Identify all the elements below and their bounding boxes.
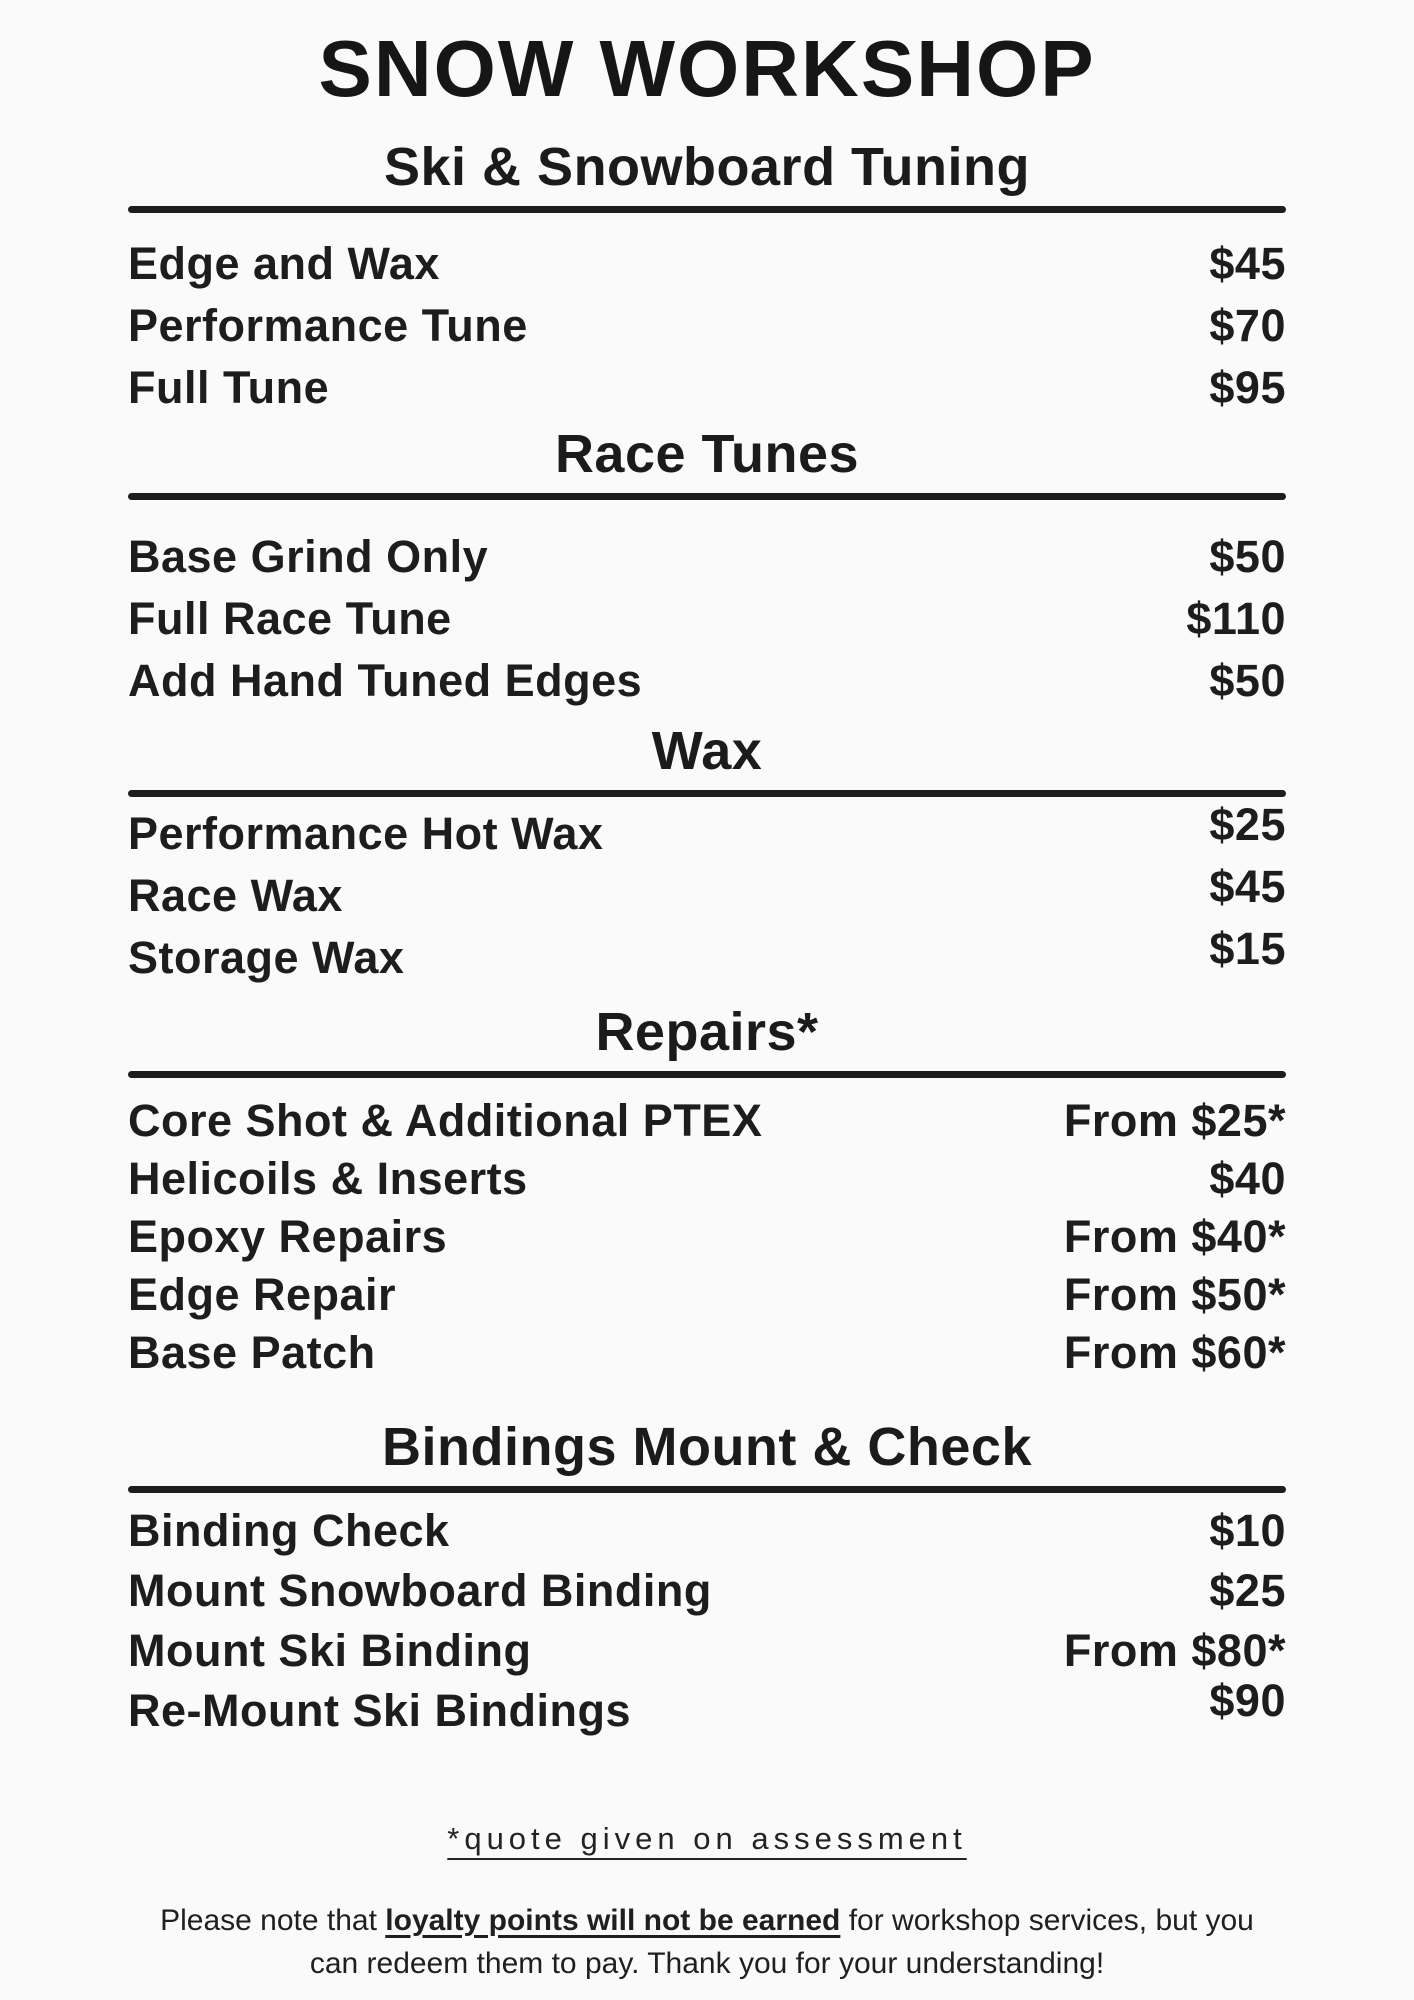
item-label: Performance Tune (128, 299, 528, 351)
menu-item-row (128, 1674, 1286, 1741)
page-title: SNOW WORKSHOP (318, 24, 1096, 113)
item-price: $25 (1209, 798, 1286, 850)
disclaimer-text: can redeem them to pay. Thank you for your understanding! (309, 1947, 1105, 1981)
disclaimer-text: for workshop services, but you (840, 1903, 1254, 1937)
section-divider (128, 790, 1286, 797)
menu-item-row (128, 1150, 1286, 1208)
menu-item-row (128, 1266, 1286, 1324)
section-race-tunes (0, 423, 1414, 712)
section-title: Bindings Mount & Check (382, 1416, 1032, 1477)
section-wax (0, 720, 1414, 989)
loyalty-disclaimer (20, 1899, 1394, 1986)
menu-item-row (128, 233, 1286, 295)
section-title: Race Tunes (554, 423, 860, 484)
item-label: Full Race Tune (128, 592, 452, 644)
section-ski-snowboard-tuning (0, 136, 1414, 419)
menu-item-row (128, 526, 1286, 588)
item-label: Add Hand Tuned Edges (128, 654, 643, 706)
item-price: $70 (1209, 299, 1286, 351)
menu-item-row (128, 1501, 1286, 1561)
item-price: $45 (1209, 237, 1286, 289)
menu-item-row (128, 295, 1286, 357)
item-price: $110 (1186, 592, 1286, 644)
item-price: From $40* (1063, 1210, 1286, 1262)
item-label: Binding Check (128, 1504, 450, 1556)
item-label: Performance Hot Wax (128, 807, 604, 859)
item-label: Helicoils & Inserts (128, 1152, 528, 1204)
menu-item-row (128, 1621, 1286, 1681)
menu-item-row (128, 650, 1286, 712)
item-label: Race Wax (128, 869, 343, 921)
item-price: $40 (1209, 1152, 1286, 1204)
item-price: $45 (1209, 860, 1286, 912)
menu-item-row (128, 1208, 1286, 1266)
item-price: $15 (1209, 922, 1286, 974)
item-label: Base Grind Only (128, 530, 489, 582)
section-bindings-mount-check (0, 1416, 1414, 1741)
section-title: Repairs* (595, 1001, 819, 1062)
item-price: $90 (1209, 1674, 1286, 1726)
item-price: $10 (1209, 1504, 1286, 1556)
menu-item-row (128, 357, 1286, 419)
item-price: $25 (1209, 1564, 1286, 1616)
section-title: Ski & Snowboard Tuning (384, 136, 1030, 197)
item-label: Mount Snowboard Binding (128, 1564, 712, 1616)
item-label: Mount Ski Binding (128, 1624, 532, 1676)
item-label: Storage Wax (128, 931, 405, 983)
item-price: $50 (1209, 654, 1286, 706)
section-divider (128, 206, 1286, 213)
menu-item-row (128, 860, 1286, 927)
item-price: $95 (1209, 361, 1286, 413)
item-price: $50 (1209, 530, 1286, 582)
menu-item-row (128, 798, 1286, 865)
item-label: Edge and Wax (128, 237, 440, 289)
item-label: Full Tune (128, 361, 330, 413)
item-price: From $60* (1063, 1326, 1286, 1378)
section-title: Wax (651, 720, 763, 781)
section-divider (128, 1486, 1286, 1493)
menu-item-row (128, 922, 1286, 989)
item-label: Epoxy Repairs (128, 1210, 448, 1262)
item-label: Base Patch (128, 1326, 376, 1378)
item-price: From $50* (1063, 1268, 1286, 1320)
section-divider (128, 493, 1286, 500)
menu-item-row (128, 588, 1286, 650)
menu-item-row (128, 1561, 1286, 1621)
item-label: Edge Repair (128, 1268, 397, 1320)
disclaimer-text: Please note that (160, 1903, 386, 1937)
menu-item-row (128, 1092, 1286, 1150)
item-price: From $80* (1063, 1624, 1286, 1676)
item-label: Re-Mount Ski Bindings (128, 1684, 631, 1736)
item-label: Core Shot & Additional PTEX (128, 1094, 763, 1146)
assessment-footnote: *quote given on assessment (447, 1820, 967, 1856)
disclaimer-emphasis: loyalty points will not be earned (385, 1903, 841, 1937)
item-price: From $25* (1063, 1094, 1286, 1146)
menu-item-row (128, 1324, 1286, 1382)
section-divider (128, 1071, 1286, 1078)
section-repairs (0, 1001, 1414, 1382)
